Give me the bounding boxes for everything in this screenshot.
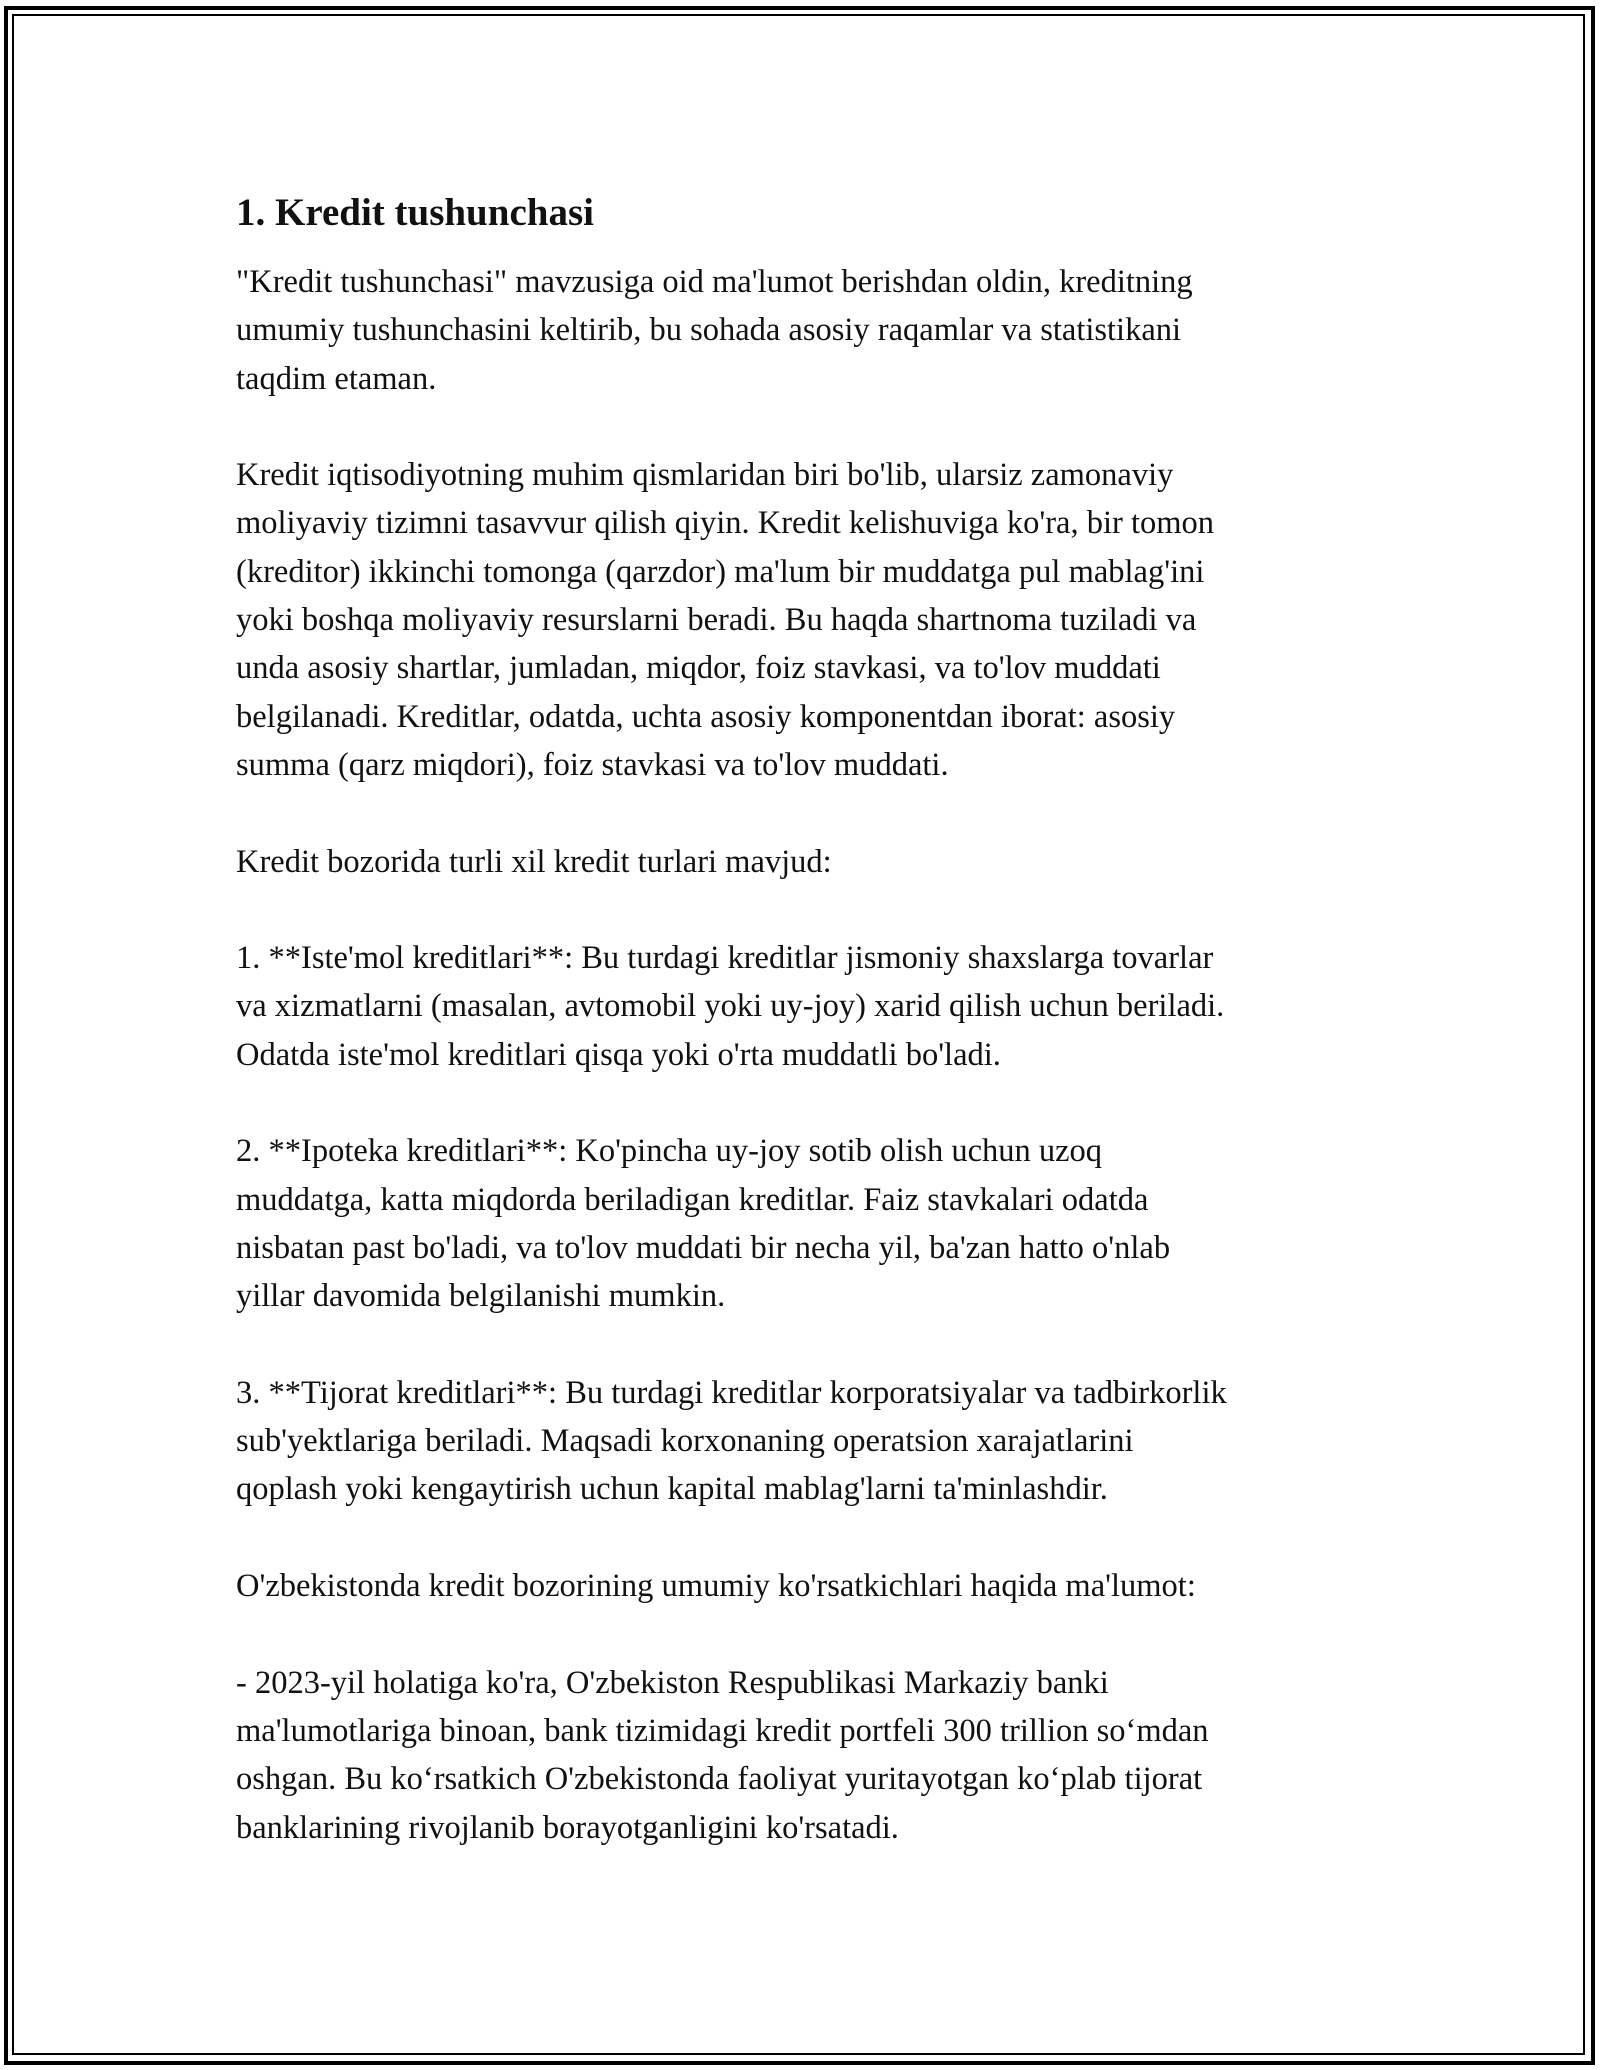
document-body	[236, 188, 1366, 1900]
section-heading: 1. Kredit tushunchasi	[236, 191, 594, 234]
paragraph-intro	[236, 258, 1366, 403]
text-line: "Kredit tushunchasi" mavzusiga oid ma'lumot berishdan oldin, kreditning	[236, 264, 1193, 300]
text-line: 1. **Iste'mol kreditlari**: Bu turdagi kreditlar jismoniy shaxslarga tovarlar	[236, 940, 1214, 977]
paragraph-credit-definition	[236, 451, 1366, 789]
paragraph-uzbekistan-indicators	[236, 1562, 1366, 1610]
text-line: muddatga, katta miqdorda beriladigan kreditlar. Faiz stavkalari odatda	[236, 1181, 1149, 1218]
text-line: nisbatan past bo'ladi, va to'lov muddati bir necha yil, ba'zan hatto o'nlab	[236, 1229, 1171, 1266]
text-line: - 2023-yil holatiga ko'ra, O'zbekiston Respublikasi Markaziy banki	[236, 1664, 1109, 1701]
text-line: O'zbekistonda kredit bozorining umumiy ko'rsatkichlari haqida ma'lumot:	[236, 1568, 1196, 1605]
list-item-consumer-credit	[236, 934, 1366, 1079]
list-item-mortgage-credit	[236, 1127, 1366, 1320]
text-line: belgilanadi. Kreditlar, odatda, uchta asosiy komponentdan iborat: asosiy	[236, 698, 1176, 735]
text-line: taqdim etaman.	[236, 360, 437, 397]
text-line: (kreditor) ikkinchi tomonga (qarzdor) ma'lum bir muddatga pul mablag'ini	[236, 553, 1205, 590]
text-line: ma'lumotlariga binoan, bank tizimidagi kredit portfeli 300 trillion so‘mdan	[236, 1712, 1209, 1749]
text-line: qoplash yoki kengaytirish uchun kapital mablag'larni ta'minlashdir.	[236, 1471, 1108, 1508]
text-line: yillar davomida belgilanishi mumkin.	[236, 1278, 726, 1315]
list-item-commercial-credit	[236, 1369, 1366, 1514]
text-line: va xizmatlarni (masalan, avtomobil yoki uy-joy) xarid qilish uchun beriladi.	[236, 988, 1225, 1025]
text-line: banklarining rivojlanib borayotganligini ko'rsatadi.	[236, 1809, 899, 1846]
text-line: umumiy tushunchasini keltirib, bu sohada asosiy raqamlar va statistikani	[236, 312, 1182, 349]
text-line: 3. **Tijorat kreditlari**: Bu turdagi kreditlar korporatsiyalar va tadbirkorlik	[236, 1374, 1227, 1411]
text-line: yoki boshqa moliyaviy resurslarni beradi. Bu haqda shartnoma tuziladi va	[236, 602, 1197, 639]
text-line: unda asosiy shartlar, jumladan, miqdor, foiz stavkasi, va to'lov muddati	[236, 650, 1161, 687]
text-line: moliyaviy tizimni tasavvur qilish qiyin. Kredit kelishuviga ko'ra, bir tomon	[236, 505, 1215, 542]
list-item-credit-portfolio	[236, 1659, 1366, 1852]
text-line: Kredit iqtisodiyotning muhim qismlaridan biri bo'lib, ularsiz zamonaviy	[236, 457, 1174, 494]
paragraph-credit-types-intro	[236, 838, 1366, 886]
text-line: 2. **Ipoteka kreditlari**: Ko'pincha uy-joy sotib olish uchun uzoq	[236, 1133, 1103, 1170]
text-line: Odatda iste'mol kreditlari qisqa yoki o'rta muddatli bo'ladi.	[236, 1036, 1001, 1073]
text-line: Kredit bozorida turli xil kredit turlari mavjud:	[236, 843, 832, 880]
text-line: oshgan. Bu ko‘rsatkich O'zbekistonda faoliyat yuritayotgan ko‘plab tijorat	[236, 1761, 1203, 1798]
text-line: summa (qarz miqdori), foiz stavkasi va to'lov muddati.	[236, 746, 949, 783]
text-line: sub'yektlariga beriladi. Maqsadi korxonaning operatsion xarajatlarini	[236, 1423, 1134, 1460]
